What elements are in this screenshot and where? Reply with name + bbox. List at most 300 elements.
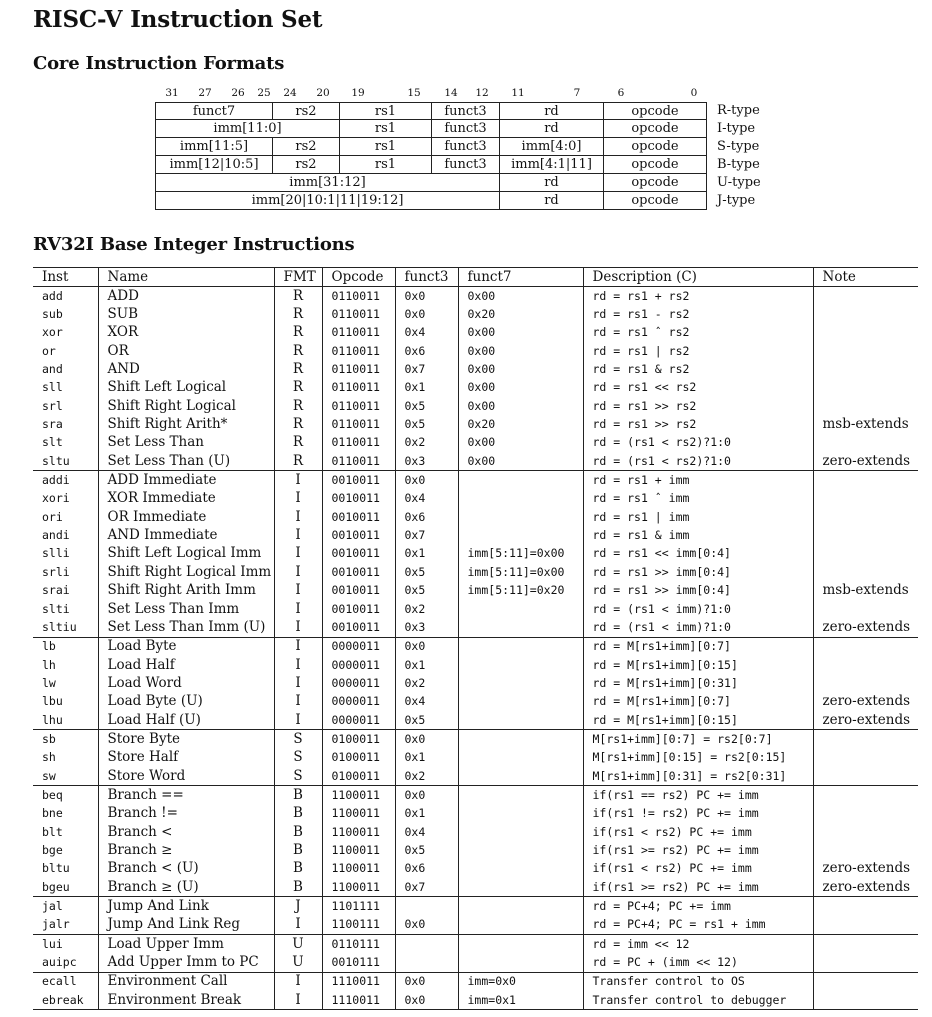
instruction-description: rd = rs1 + imm xyxy=(583,471,813,490)
instruction-mnemonic: lbu xyxy=(33,693,98,711)
bit-label: 26 xyxy=(231,87,245,99)
opcode-value: 0010011 xyxy=(322,600,395,618)
table-row xyxy=(33,342,918,360)
table-row xyxy=(33,972,918,991)
table-row xyxy=(33,415,918,433)
instruction-note xyxy=(813,730,918,749)
instruction-note xyxy=(813,637,918,656)
instruction-description: rd = PC+4; PC = rs1 + imm xyxy=(583,916,813,935)
instruction-mnemonic: slti xyxy=(33,600,98,618)
instruction-mnemonic: xor xyxy=(33,324,98,342)
instruction-description: rd = M[rs1+imm][0:31] xyxy=(583,674,813,692)
column-header: Opcode xyxy=(322,268,395,287)
opcode-value: 0010011 xyxy=(322,582,395,600)
opcode-value: 0010011 xyxy=(322,618,395,637)
instruction-format: I xyxy=(274,693,322,711)
instruction-description: rd = rs1 - rs2 xyxy=(583,305,813,323)
funct3-value: 0x7 xyxy=(395,526,458,544)
instruction-description: rd = rs1 & imm xyxy=(583,526,813,544)
table-row xyxy=(33,749,918,767)
instruction-description: M[rs1+imm][0:7] = rs2[0:7] xyxy=(583,730,813,749)
instruction-format: I xyxy=(274,563,322,581)
funct3-value: 0x6 xyxy=(395,342,458,360)
funct7-value xyxy=(458,897,583,916)
instruction-formats-diagram xyxy=(0,0,932,230)
table-row xyxy=(33,786,918,805)
instruction-format: R xyxy=(274,305,322,323)
funct7-value xyxy=(458,953,583,972)
funct3-value: 0x1 xyxy=(395,379,458,397)
instruction-mnemonic: addi xyxy=(33,471,98,490)
instruction-description: rd = M[rs1+imm][0:15] xyxy=(583,711,813,730)
instruction-mnemonic: ecall xyxy=(33,972,98,991)
bit-label: 15 xyxy=(407,87,421,99)
format-row-u xyxy=(155,174,707,192)
opcode-value: 0110011 xyxy=(322,379,395,397)
funct3-value: 0x3 xyxy=(395,618,458,637)
instruction-description: rd = M[rs1+imm][0:7] xyxy=(583,693,813,711)
instruction-name: Shift Right Logical Imm xyxy=(98,563,274,581)
funct7-value xyxy=(458,711,583,730)
instruction-note xyxy=(813,805,918,823)
instruction-mnemonic: lhu xyxy=(33,711,98,730)
format-field: opcode xyxy=(631,175,679,190)
funct7-value: 0x20 xyxy=(458,305,583,323)
instruction-format: R xyxy=(274,287,322,306)
instruction-name: Environment Break xyxy=(98,991,274,1010)
instruction-note xyxy=(813,749,918,767)
instruction-name: Shift Left Logical Imm xyxy=(98,545,274,563)
funct7-value: 0x00 xyxy=(458,379,583,397)
format-field: rs2 xyxy=(273,138,340,155)
instruction-mnemonic: sltiu xyxy=(33,618,98,637)
funct3-value: 0x0 xyxy=(395,786,458,805)
instruction-note xyxy=(813,767,918,786)
funct7-value xyxy=(458,823,583,841)
instruction-format: I xyxy=(274,526,322,544)
instruction-mnemonic: andi xyxy=(33,526,98,544)
format-field: rs2 xyxy=(273,103,340,120)
instruction-description: rd = (rs1 < rs2)?1:0 xyxy=(583,434,813,452)
table-row xyxy=(33,637,918,656)
bit-label: 14 xyxy=(444,87,458,99)
instruction-mnemonic: sltu xyxy=(33,452,98,471)
table-row xyxy=(33,693,918,711)
format-type-label: I-type xyxy=(717,121,756,136)
funct7-value: 0x20 xyxy=(458,415,583,433)
funct7-value: imm=0x1 xyxy=(458,991,583,1010)
funct3-value xyxy=(395,935,458,954)
funct7-value xyxy=(458,693,583,711)
format-type-label: B-type xyxy=(717,157,760,172)
instruction-format: I xyxy=(274,656,322,674)
table-row xyxy=(33,397,918,415)
opcode-value: 1100011 xyxy=(322,786,395,805)
instruction-name: Branch ≥ (U) xyxy=(98,878,274,897)
instruction-description: rd = M[rs1+imm][0:7] xyxy=(583,637,813,656)
funct7-value xyxy=(458,508,583,526)
instruction-description: rd = (rs1 < imm)?1:0 xyxy=(583,618,813,637)
instruction-name: OR xyxy=(98,342,274,360)
bit-label: 19 xyxy=(351,87,365,99)
instruction-name: Store Half xyxy=(98,749,274,767)
table-row xyxy=(33,767,918,786)
instruction-format: I xyxy=(274,471,322,490)
instruction-mnemonic: sb xyxy=(33,730,98,749)
instruction-mnemonic: beq xyxy=(33,786,98,805)
opcode-value: 0110011 xyxy=(322,415,395,433)
opcode-value: 0110111 xyxy=(322,935,395,954)
instruction-note xyxy=(813,360,918,378)
funct7-value xyxy=(458,656,583,674)
table-row xyxy=(33,841,918,859)
instruction-note xyxy=(813,823,918,841)
instruction-format: I xyxy=(274,637,322,656)
funct7-value xyxy=(458,860,583,878)
format-field: funct3 xyxy=(432,120,500,137)
opcode-value: 0010011 xyxy=(322,545,395,563)
funct3-value: 0x5 xyxy=(395,582,458,600)
format-row-i xyxy=(155,120,707,138)
funct7-value xyxy=(458,916,583,935)
instruction-mnemonic: srai xyxy=(33,582,98,600)
instruction-name: Load Word xyxy=(98,674,274,692)
instruction-description: if(rs1 >= rs2) PC += imm xyxy=(583,841,813,859)
instruction-name: Shift Left Logical xyxy=(98,379,274,397)
format-field: rd xyxy=(500,192,604,209)
table-row xyxy=(33,563,918,581)
format-type-label: U-type xyxy=(717,175,761,190)
format-field: rs2 xyxy=(273,156,340,173)
instruction-mnemonic: bgeu xyxy=(33,878,98,897)
format-field: rs1 xyxy=(340,120,432,137)
format-field: imm[31:12] xyxy=(156,174,500,191)
instruction-note xyxy=(813,972,918,991)
opcode-value: 1100011 xyxy=(322,860,395,878)
instruction-mnemonic: add xyxy=(33,287,98,306)
opcode-value: 0110011 xyxy=(322,342,395,360)
funct7-value: 0x00 xyxy=(458,397,583,415)
instruction-mnemonic: blt xyxy=(33,823,98,841)
table-row xyxy=(33,823,918,841)
bit-label: 7 xyxy=(573,87,581,99)
format-field: opcode xyxy=(631,121,679,136)
instruction-name: XOR xyxy=(98,324,274,342)
funct3-value: 0x0 xyxy=(395,730,458,749)
opcode-value: 1100011 xyxy=(322,805,395,823)
instruction-note: zero-extends xyxy=(822,860,911,877)
instruction-format: R xyxy=(274,360,322,378)
table-row xyxy=(33,582,918,600)
instruction-note xyxy=(813,897,918,916)
instruction-note xyxy=(813,471,918,490)
table-row xyxy=(33,711,918,730)
instruction-mnemonic: slli xyxy=(33,545,98,563)
table-row xyxy=(33,860,918,878)
funct3-value: 0x0 xyxy=(395,471,458,490)
format-field: imm[11:0] xyxy=(156,120,340,137)
funct7-value xyxy=(458,618,583,637)
funct3-value: 0x4 xyxy=(395,324,458,342)
instruction-format: B xyxy=(274,786,322,805)
instruction-format: I xyxy=(274,490,322,508)
instruction-format: I xyxy=(274,545,322,563)
bit-label: 20 xyxy=(316,87,330,99)
instruction-name: Store Word xyxy=(98,767,274,786)
instruction-mnemonic: and xyxy=(33,360,98,378)
funct3-value: 0x0 xyxy=(395,305,458,323)
opcode-value: 0010011 xyxy=(322,526,395,544)
format-field: imm[11:5] xyxy=(156,138,273,155)
instruction-note xyxy=(813,342,918,360)
opcode-value: 0010011 xyxy=(322,471,395,490)
instruction-description: rd = PC + (imm << 12) xyxy=(583,953,813,972)
instruction-note: zero-extends xyxy=(822,452,911,469)
instruction-name: ADD Immediate xyxy=(98,471,274,490)
opcode-value: 0110011 xyxy=(322,360,395,378)
instruction-note xyxy=(813,916,918,935)
instruction-format: R xyxy=(274,434,322,452)
instruction-name: Set Less Than Imm xyxy=(98,600,274,618)
format-field: funct3 xyxy=(432,138,500,155)
format-field: funct7 xyxy=(156,103,273,120)
format-row-j xyxy=(155,192,707,210)
table-row xyxy=(33,305,918,323)
instruction-format: S xyxy=(274,749,322,767)
instruction-description: M[rs1+imm][0:15] = rs2[0:15] xyxy=(583,749,813,767)
instruction-description: if(rs1 != rs2) PC += imm xyxy=(583,805,813,823)
instruction-name: Shift Right Arith* xyxy=(98,415,274,433)
column-header: Name xyxy=(98,268,274,287)
funct7-value xyxy=(458,637,583,656)
table-row xyxy=(33,287,918,306)
funct3-value xyxy=(395,897,458,916)
funct7-value: imm[5:11]=0x00 xyxy=(458,545,583,563)
instruction-name: Store Byte xyxy=(98,730,274,749)
instruction-mnemonic: lw xyxy=(33,674,98,692)
funct7-value xyxy=(458,805,583,823)
opcode-value: 0010011 xyxy=(322,490,395,508)
funct7-value: 0x00 xyxy=(458,434,583,452)
funct7-value: 0x00 xyxy=(458,452,583,471)
instruction-format: B xyxy=(274,860,322,878)
instruction-mnemonic: ori xyxy=(33,508,98,526)
format-field: funct3 xyxy=(432,103,500,120)
funct7-value xyxy=(458,490,583,508)
opcode-value: 0110011 xyxy=(322,452,395,471)
instruction-format: B xyxy=(274,841,322,859)
opcode-value: 1100011 xyxy=(322,878,395,897)
funct7-value xyxy=(458,600,583,618)
instruction-mnemonic: slt xyxy=(33,434,98,452)
format-field: opcode xyxy=(631,104,679,119)
instruction-name: Load Half xyxy=(98,656,274,674)
instruction-mnemonic: lui xyxy=(33,935,98,954)
opcode-value: 0010011 xyxy=(322,563,395,581)
funct3-value: 0x1 xyxy=(395,545,458,563)
instruction-note: zero-extends xyxy=(822,878,911,895)
column-header: Inst xyxy=(33,268,98,287)
instruction-table xyxy=(33,267,918,1010)
instruction-description: rd = rs1 << rs2 xyxy=(583,379,813,397)
instruction-note: zero-extends xyxy=(822,693,911,710)
funct3-value: 0x0 xyxy=(395,916,458,935)
table-row xyxy=(33,471,918,490)
opcode-value: 1100111 xyxy=(322,916,395,935)
opcode-value: 0000011 xyxy=(322,637,395,656)
opcode-value: 1110011 xyxy=(322,972,395,991)
instruction-name: Shift Right Logical xyxy=(98,397,274,415)
instruction-format: B xyxy=(274,878,322,897)
instruction-description: rd = rs1 | imm xyxy=(583,508,813,526)
instruction-mnemonic: or xyxy=(33,342,98,360)
instruction-description: if(rs1 == rs2) PC += imm xyxy=(583,786,813,805)
table-row xyxy=(33,991,918,1010)
instruction-name: Branch != xyxy=(98,805,274,823)
format-field: imm[4:1|11] xyxy=(500,156,604,173)
table-row xyxy=(33,360,918,378)
table-row xyxy=(33,953,918,972)
funct3-value: 0x1 xyxy=(395,805,458,823)
format-field: rs1 xyxy=(340,138,432,155)
funct7-value xyxy=(458,935,583,954)
instruction-description: M[rs1+imm][0:31] = rs2[0:31] xyxy=(583,767,813,786)
opcode-value: 1100011 xyxy=(322,841,395,859)
format-field: rd xyxy=(500,174,604,191)
instruction-note xyxy=(813,841,918,859)
instruction-name: AND Immediate xyxy=(98,526,274,544)
format-field: imm[20|10:1|11|19:12] xyxy=(156,192,500,209)
instruction-name: OR Immediate xyxy=(98,508,274,526)
instruction-note: msb-extends xyxy=(822,582,909,599)
table-row xyxy=(33,508,918,526)
instruction-mnemonic: sub xyxy=(33,305,98,323)
instruction-format: U xyxy=(274,953,322,972)
funct3-value: 0x4 xyxy=(395,823,458,841)
funct3-value: 0x5 xyxy=(395,841,458,859)
instruction-name: ADD xyxy=(98,287,274,306)
funct3-value: 0x4 xyxy=(395,490,458,508)
instruction-format: R xyxy=(274,379,322,397)
instruction-name: Load Upper Imm xyxy=(98,935,274,954)
opcode-value: 0000011 xyxy=(322,711,395,730)
table-row xyxy=(33,878,918,897)
bit-label: 31 xyxy=(165,87,179,99)
instruction-description: rd = (rs1 < rs2)?1:0 xyxy=(583,452,813,471)
instruction-name: AND xyxy=(98,360,274,378)
funct7-value xyxy=(458,730,583,749)
instruction-mnemonic: auipc xyxy=(33,953,98,972)
funct7-value: imm[5:11]=0x20 xyxy=(458,582,583,600)
funct7-value xyxy=(458,786,583,805)
instruction-mnemonic: jal xyxy=(33,897,98,916)
instruction-mnemonic: ebreak xyxy=(33,991,98,1010)
instruction-description: Transfer control to debugger xyxy=(583,991,813,1010)
table-row xyxy=(33,730,918,749)
funct7-value: 0x00 xyxy=(458,360,583,378)
instruction-format: R xyxy=(274,397,322,415)
funct3-value: 0x2 xyxy=(395,434,458,452)
funct3-value: 0x0 xyxy=(395,991,458,1010)
instruction-format: I xyxy=(274,711,322,730)
instruction-name: Set Less Than Imm (U) xyxy=(98,618,274,637)
opcode-value: 1110011 xyxy=(322,991,395,1010)
opcode-value: 0110011 xyxy=(322,305,395,323)
table-row xyxy=(33,379,918,397)
funct3-value: 0x6 xyxy=(395,508,458,526)
instruction-format: I xyxy=(274,618,322,637)
instruction-note xyxy=(813,434,918,452)
instruction-mnemonic: sh xyxy=(33,749,98,767)
funct3-value: 0x1 xyxy=(395,749,458,767)
funct3-value: 0x2 xyxy=(395,674,458,692)
instruction-mnemonic: jalr xyxy=(33,916,98,935)
instruction-description: rd = rs1 >> rs2 xyxy=(583,397,813,415)
instruction-description: if(rs1 >= rs2) PC += imm xyxy=(583,878,813,897)
format-field: opcode xyxy=(631,157,679,172)
opcode-value: 0100011 xyxy=(322,749,395,767)
instruction-mnemonic: sll xyxy=(33,379,98,397)
instruction-name: XOR Immediate xyxy=(98,490,274,508)
funct7-value xyxy=(458,674,583,692)
instruction-name: Jump And Link xyxy=(98,897,274,916)
opcode-value: 0000011 xyxy=(322,656,395,674)
funct3-value: 0x0 xyxy=(395,637,458,656)
funct3-value: 0x5 xyxy=(395,397,458,415)
funct3-value: 0x5 xyxy=(395,563,458,581)
funct7-value xyxy=(458,767,583,786)
instruction-description: rd = rs1 ˆ rs2 xyxy=(583,324,813,342)
formats-heading: Core Instruction Formats xyxy=(33,53,285,74)
format-field: opcode xyxy=(631,139,679,154)
funct7-value: imm=0x0 xyxy=(458,972,583,991)
instruction-description: rd = rs1 >> imm[0:4] xyxy=(583,582,813,600)
format-field: imm[4:0] xyxy=(500,138,604,155)
format-type-label: J-type xyxy=(717,193,756,208)
funct7-value xyxy=(458,471,583,490)
funct7-value xyxy=(458,526,583,544)
funct3-value: 0x2 xyxy=(395,600,458,618)
funct3-value: 0x5 xyxy=(395,415,458,433)
opcode-value: 0110011 xyxy=(322,397,395,415)
instruction-description: rd = PC+4; PC += imm xyxy=(583,897,813,916)
instruction-note: zero-extends xyxy=(822,711,911,728)
instruction-name: Load Byte (U) xyxy=(98,693,274,711)
funct7-value: imm[5:11]=0x00 xyxy=(458,563,583,581)
opcode-value: 0110011 xyxy=(322,434,395,452)
funct3-value: 0x7 xyxy=(395,878,458,897)
instruction-name: Shift Right Arith Imm xyxy=(98,582,274,600)
instruction-note xyxy=(813,287,918,306)
table-row xyxy=(33,490,918,508)
instruction-note xyxy=(813,508,918,526)
format-field: opcode xyxy=(631,193,679,208)
funct7-value: 0x00 xyxy=(458,324,583,342)
opcode-value: 0010011 xyxy=(322,508,395,526)
instruction-note xyxy=(813,545,918,563)
instruction-description: rd = rs1 + rs2 xyxy=(583,287,813,306)
instruction-note xyxy=(813,563,918,581)
instruction-name: Add Upper Imm to PC xyxy=(98,953,274,972)
instruction-name: Branch ≥ xyxy=(98,841,274,859)
opcode-value: 0110011 xyxy=(322,324,395,342)
table-row xyxy=(33,526,918,544)
table-row xyxy=(33,545,918,563)
bit-label: 6 xyxy=(617,87,625,99)
table-row xyxy=(33,618,918,637)
instruction-note xyxy=(813,526,918,544)
funct7-value: 0x00 xyxy=(458,287,583,306)
